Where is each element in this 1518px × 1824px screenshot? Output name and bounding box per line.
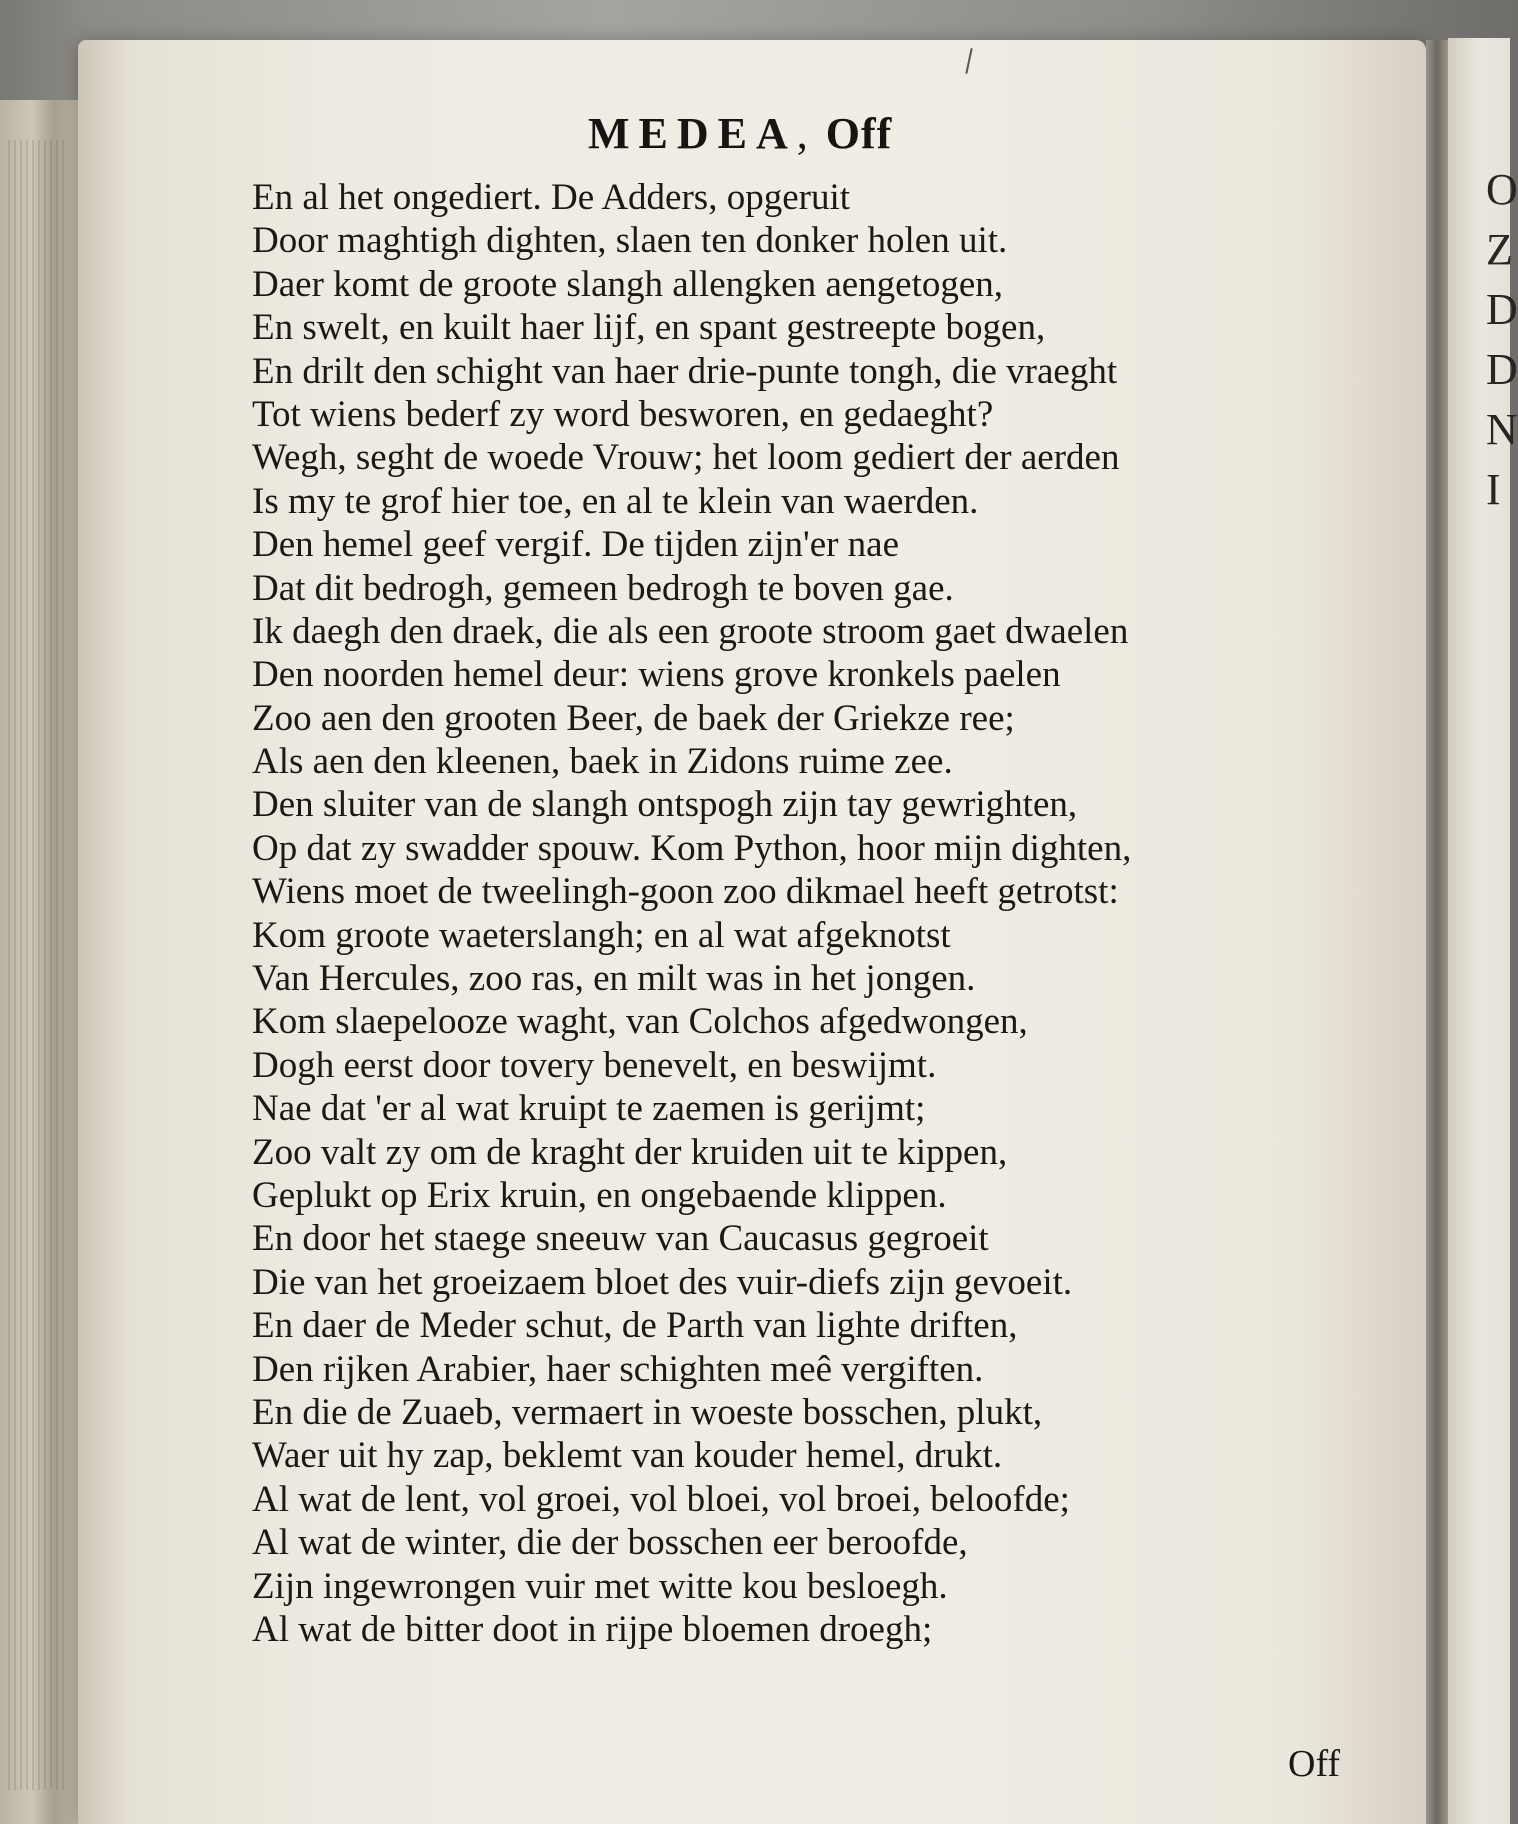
poem-line: Al wat de winter, die der bosschen eer beroofde, (252, 1522, 968, 1564)
poem-text (252, 176, 1372, 1651)
page-stack-lines (8, 140, 68, 1790)
catchword: Off (1288, 1743, 1341, 1785)
header-suffix: Off (825, 109, 893, 158)
poem-line: Waer uit hy zap, beklemt van kouder hemel, drukt. (252, 1435, 1003, 1477)
facing-letter: D (1486, 345, 1518, 394)
facing-page-letters (1486, 160, 1516, 520)
poem-line: Nae dat 'er al wat kruipt te zaemen is gerijmt; (252, 1088, 926, 1130)
poem-line: Wiens moet de tweelingh-goon zoo dikmael heeft getrotst: (252, 871, 1119, 913)
poem-line: Als aen den kleenen, baek in Zidons ruime zee. (252, 741, 953, 783)
poem-line: En die de Zuaeb, vermaert in woeste bosschen, plukt, (252, 1391, 1043, 1433)
poem-line: Van Hercules, zoo ras, en milt was in het jongen. (252, 958, 976, 1000)
poem-line: En drilt den schight van haer drie-punte tongh, die vraeght (252, 350, 1118, 392)
facing-letter: Z (1486, 225, 1513, 274)
poem-line: Al wat de bitter doot in rijpe bloemen droegh; (252, 1608, 933, 1650)
facing-letter: N (1486, 405, 1518, 454)
poem-line: Is my te grof hier toe, en al te klein van waerden. (252, 480, 979, 522)
poem-line: Op dat zy swadder spouw. Kom Python, hoor mijn dighten, (252, 827, 1132, 869)
poem-line: Den hemel geef vergif. De tijden zijn'er nae (252, 524, 900, 566)
facing-letter: O (1486, 165, 1518, 214)
poem-line: Wegh, seght de woede Vrouw; het loom gediert der aerden (252, 437, 1120, 479)
poem-line: Zoo aen den grooten Beer, de baek der Griekze ree; (252, 697, 1015, 739)
poem-line: Den rijken Arabier, haer schighten meê vergiften. (252, 1348, 984, 1390)
poem-line: Dat dit bedrogh, gemeen bedrogh te boven gae. (252, 567, 954, 609)
poem-line: En swelt, en kuilt haer lijf, en spant gestreepte bogen, (252, 307, 1046, 349)
header-title: MEDEA (588, 109, 797, 158)
poem-line: Al wat de lent, vol groei, vol bloei, vol broei, beloofde; (252, 1478, 1070, 1520)
poem-line: Kom slaepelooze waght, van Colchos afgedwongen, (252, 1001, 1028, 1043)
poem-line: Zoo valt zy om de kraght der kruiden uit te kippen, (252, 1131, 1008, 1173)
poem-line: Den sluiter van de slangh ontspogh zijn tay gewrighten, (252, 784, 1078, 826)
poem-line: En door het staege sneeuw van Caucasus gegroeit (252, 1218, 989, 1260)
poem-line: Den noorden hemel deur: wiens grove kronkels paelen (252, 654, 1061, 696)
book-gutter (1426, 40, 1448, 1824)
poem-line: Tot wiens bederf zy word besworen, en gedaeght? (252, 393, 994, 435)
poem-line: En daer de Meder schut, de Parth van lighte driften, (252, 1305, 1018, 1347)
poem-line: Die van het groeizaem bloet des vuir-diefs zijn gevoeit. (252, 1261, 1073, 1303)
poem-line: Kom groote waeterslangh; en al wat afgeknotst (252, 914, 951, 956)
header-comma: , (796, 109, 808, 158)
poem-line: Door maghtigh dighten, slaen ten donker holen uit. (252, 220, 1008, 262)
poem-line: Ik daegh den draek, die als een groote stroom gaet dwaelen (252, 610, 1129, 652)
poem-line: Dogh eerst door tovery benevelt, en beswijmt. (252, 1044, 937, 1086)
poem-line: Geplukt op Erix kruin, en ongebaende klippen. (252, 1174, 947, 1216)
running-header (588, 108, 892, 159)
poem-line: En al het ongediert. De Adders, opgeruit (252, 177, 850, 218)
facing-letter: I (1486, 465, 1501, 514)
poem-line: Daer komt de groote slangh allengken aengetogen, (252, 263, 1004, 305)
poem-line: Zijn ingewrongen vuir met witte kou besloegh. (252, 1565, 948, 1607)
facing-letter: D (1486, 285, 1518, 334)
